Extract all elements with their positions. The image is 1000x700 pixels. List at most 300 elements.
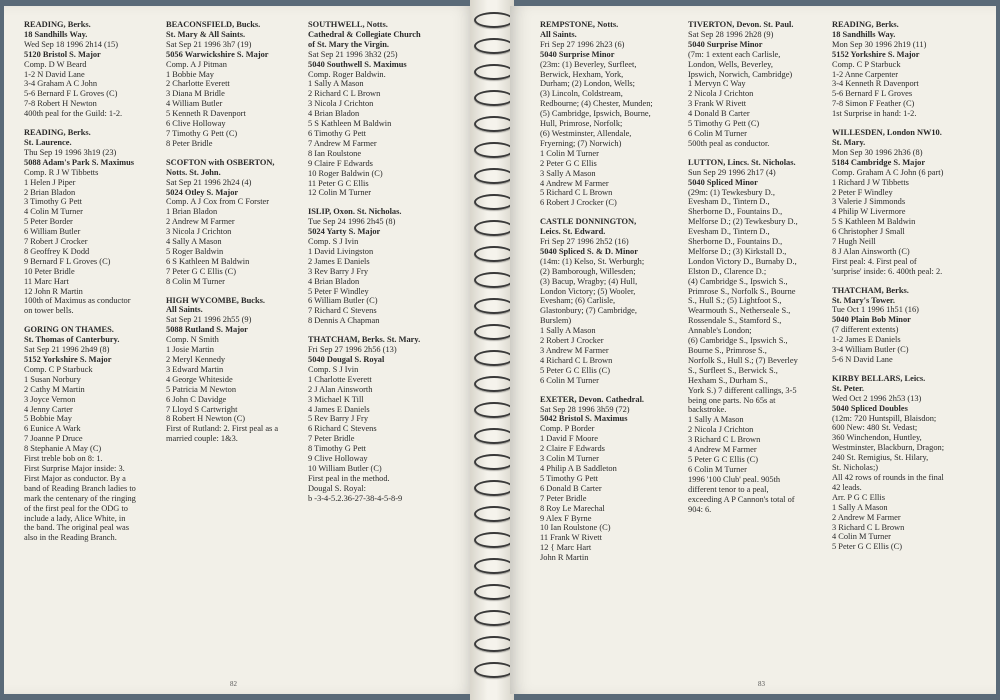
- peal-detail-line: First peal in the method.: [308, 473, 390, 483]
- peal-detail-line: 2 Andrew M Farmer: [832, 512, 901, 522]
- peal-entry: [24, 325, 164, 543]
- peal-detail-line: 5 Peter G C Ellis (C): [540, 365, 611, 375]
- peal-method: 5040 Spliced Minor: [688, 177, 758, 187]
- peal-detail-line: Comp. N Smith: [166, 335, 219, 345]
- peal-detail-line: 1 Mervyn C Way: [688, 79, 746, 89]
- peal-method: 5184 Cambridge S. Major: [832, 157, 926, 167]
- peal-detail-line: All 42 rows of rounds in the final: [832, 472, 944, 482]
- peal-detail-line: St. Nicholas;): [832, 463, 879, 473]
- spiral-ring: [474, 428, 514, 444]
- peal-date: Mon Sep 30 1996 2h36 (8): [832, 147, 923, 157]
- peal-detail-line: Norfolk S., Hull S.; (7) Beverley: [688, 355, 798, 365]
- peal-detail-line: First peal: 4. First peal of: [832, 256, 917, 266]
- peal-method: 5152 Yorkshire S. Major: [24, 355, 112, 364]
- peal-detail-line: (6) Cambridge S., Ipswich S.,: [688, 336, 788, 346]
- peal-detail-line: 10 Ian Roulstone (C): [540, 523, 611, 533]
- peal-entry: [166, 20, 306, 149]
- spiral-ring: [474, 38, 514, 54]
- peal-detail-line: Comp. R J W Tibbetts: [24, 167, 99, 177]
- peal-detail-line: Hexham S., Durham S.,: [688, 375, 768, 385]
- peal-entry: [24, 128, 164, 316]
- peal-detail-line: Comp. C P Starbuck: [24, 364, 93, 374]
- spiral-ring: [474, 324, 514, 340]
- peal-detail-line: 6 Robert J Crocker (C): [540, 198, 617, 208]
- peal-detail-line: the band. The original peal was: [24, 523, 129, 533]
- peal-detail-line: 6 Richard C Stevens: [308, 424, 377, 434]
- peal-detail-line: 2 Nicola J Crichton: [688, 425, 754, 435]
- peal-detail-line: Ipswich, Norwich, Cambridge): [688, 69, 793, 79]
- peal-detail-line: on tower bells.: [24, 306, 74, 316]
- peal-detail-line: Evesham D., Tintern D.,: [688, 227, 770, 237]
- peal-detail-line: 400th peal for the Guild: 1-2.: [24, 109, 123, 119]
- spiral-ring: [474, 636, 514, 652]
- peal-detail-line: 4 Andrew M Farmer: [688, 445, 757, 455]
- peal-location: 18 Sandhills Way.: [24, 29, 88, 39]
- peal-detail-line: 8 Dennis A Chapman: [308, 316, 380, 326]
- peal-date: Thu Sep 19 1996 3h19 (23): [24, 147, 117, 157]
- peal-detail-line: 8 Robert H Newton (C): [166, 414, 246, 424]
- peal-detail-line: 6 Christopher J Small: [832, 227, 905, 237]
- peal-detail-line: 11 Marc Hart: [24, 276, 69, 286]
- peal-detail-line: 6 Clive Holloway: [166, 119, 226, 129]
- spiral-ring: [474, 90, 514, 106]
- peal-detail-line: 1 Sally A Mason: [832, 502, 888, 512]
- peal-detail-line: 10 Roger Baldwin (C): [308, 168, 383, 178]
- spiral-ring: [474, 610, 514, 626]
- peal-location: THATCHAM, Berks.: [832, 285, 909, 295]
- spiral-ring: [474, 298, 514, 314]
- peal-detail-line: Comp. P Border: [540, 424, 595, 434]
- peal-detail-line: married couple: 1&3.: [166, 434, 238, 444]
- peal-detail-line: 2 Brian Bladon: [24, 187, 76, 197]
- peal-location: THATCHAM, Berks. St. Mary.: [308, 335, 421, 345]
- peal-detail-line: (29m: (1) Tewkesbury D.,: [688, 187, 775, 197]
- peal-detail-line: 9 Bernard F L Groves (C): [24, 256, 111, 266]
- peal-detail-line: 6 Colin M Turner: [688, 128, 747, 138]
- peal-detail-line: 6 Timothy G Pett: [308, 128, 366, 138]
- peal-method: 5088 Adam's Park S. Maximus: [24, 157, 135, 167]
- peal-detail-line: 4 Richard C L Brown: [540, 355, 613, 365]
- peal-entry: [540, 395, 680, 563]
- peal-entry: [166, 296, 306, 445]
- peal-detail-line: 4 Brian Bladon: [308, 109, 360, 119]
- peal-detail-line: Westminster, Blackburn, Dragon;: [832, 443, 945, 453]
- peal-date: Sat Sep 21 1996 3h32 (25): [308, 49, 398, 59]
- peal-detail-line: 7-8 Robert H Newton: [24, 99, 97, 109]
- peal-method: 5040 Plain Bob Minor: [832, 315, 911, 325]
- peal-detail-line: 8 Roy Le Marechal: [540, 503, 605, 513]
- peal-detail-line: Melforse D.; (3) Kirkstall D.,: [688, 246, 787, 256]
- peal-detail-line: 5 Peter F Windley: [308, 286, 369, 296]
- peal-detail-line: 8 J Alan Ainsworth (C): [832, 246, 910, 256]
- spiral-ring: [474, 272, 514, 288]
- peal-detail-line: 3 Colin M Turner: [540, 454, 599, 464]
- peal-detail-line: Comp. Roger Baldwin.: [308, 69, 386, 79]
- peal-detail-line: 2 J Alan Ainsworth: [308, 384, 373, 394]
- peal-detail-line: 3 Michael K Till: [308, 394, 364, 404]
- peal-detail-line: 5 S Kathleen M Baldwin: [832, 217, 916, 227]
- peal-entry: [832, 20, 972, 119]
- peal-detail-line: Sherborne D., Fountains D.,: [688, 207, 783, 217]
- peal-detail-line: 3-4 William Butler (C): [832, 345, 909, 355]
- peal-method: 5040 Dougal S. Royal: [308, 355, 385, 364]
- peal-detail-line: 1 David Livingston: [308, 246, 374, 256]
- peal-detail-line: Comp. Graham A C John (6 part): [832, 167, 944, 177]
- peal-detail-line: Rossendale S., Stamford S.,: [688, 316, 782, 326]
- spiral-ring: [474, 246, 514, 262]
- peal-location: READING, Berks.: [24, 128, 91, 138]
- peal-detail-line: 1 Bobbie May: [166, 69, 214, 79]
- right-column-3: [832, 20, 972, 561]
- peal-detail-line: 1 Charlotte Everett: [308, 374, 372, 384]
- right-page-number: 83: [758, 680, 765, 688]
- peal-detail-line: 240 St. Remigius, St. Hilary,: [832, 453, 929, 463]
- peal-detail-line: 42 leads.: [832, 482, 862, 492]
- peal-entry: [308, 20, 448, 198]
- peal-detail-line: 5 Peter Border: [24, 217, 73, 227]
- peal-detail-line: 5 Peter G C Ellis (C): [832, 542, 903, 552]
- peal-detail-line: include a lady, Alice White, in: [24, 513, 126, 523]
- peal-detail-line: 6 John C Davidge: [166, 394, 227, 404]
- peal-location: CASTLE DONNINGTON,: [540, 217, 637, 227]
- peal-location: EXETER, Devon. Cathedral.: [540, 394, 644, 404]
- peal-detail-line: 1 Sally A Mason: [308, 79, 364, 89]
- peal-date: Sat Sep 28 1996 3h59 (72): [540, 404, 630, 414]
- peal-detail-line: 10 Peter Bridle: [24, 266, 75, 276]
- peal-detail-line: First Surprise Major inside: 3.: [24, 463, 125, 473]
- peal-location: All Saints.: [166, 305, 203, 315]
- peal-detail-line: 4 George Whiteside: [166, 374, 233, 384]
- peal-entry: [540, 20, 680, 208]
- peal-detail-line: Primrose S., Norfolk S., Bourne: [688, 286, 796, 296]
- peal-detail-line: b -3-4-5.2.36-27-38-4-5-8-9: [308, 493, 403, 503]
- peal-detail-line: 4 Philip A B Saddleton: [540, 463, 617, 473]
- peal-detail-line: 8 Colin M Turner: [166, 276, 225, 286]
- peal-detail-line: 10 William Butler (C): [308, 463, 382, 473]
- peal-detail-line: S., Hull S.; (5) Lightfoot S.,: [688, 296, 782, 306]
- peal-detail-line: Comp. S J Ivin: [308, 237, 359, 247]
- peal-location: 18 Sandhills Way.: [832, 29, 896, 39]
- left-column-1: [24, 20, 164, 552]
- peal-detail-line: 3 Frank W Rivett: [688, 99, 747, 109]
- peal-detail-line: 1 Colin M Turner: [540, 148, 599, 158]
- peal-detail-line: mark the centenary of the ringing: [24, 493, 136, 503]
- peal-detail-line: 3 Valerie J Simmonds: [832, 197, 906, 207]
- peal-detail-line: Fryerning; (7) Norwich): [540, 138, 622, 148]
- right-column-2: [688, 20, 828, 523]
- peal-detail-line: 8 Ian Roulstone: [308, 148, 362, 158]
- peal-location: All Saints.: [540, 29, 577, 39]
- peal-method: 5056 Warwickshire S. Major: [166, 49, 269, 59]
- peal-location: REMPSTONE, Notts.: [540, 20, 619, 29]
- peal-detail-line: Bourne S., Primrose S.,: [688, 346, 767, 355]
- peal-detail-line: 1 Sally A Mason: [540, 326, 596, 336]
- spiral-ring: [474, 12, 514, 28]
- peal-detail-line: 7 Peter G C Ellis (C): [166, 266, 237, 276]
- peal-detail-line: 5 Timothy G Pett: [540, 473, 598, 483]
- peal-detail-line: 7-8 Simon F Feather (C): [832, 99, 915, 109]
- peal-date: Fri Sep 27 1996 2h56 (13): [308, 345, 397, 355]
- peal-detail-line: (3) Bacup, Wragby; (4) Hull,: [540, 276, 638, 286]
- left-column-2: [166, 20, 306, 453]
- peal-date: Sat Sep 28 1996 2h28 (9): [688, 29, 774, 39]
- peal-detail-line: 2 Cathy M Martin: [24, 384, 85, 394]
- peal-detail-line: Hull, Primrose, Norfolk;: [540, 119, 623, 129]
- peal-detail-line: 6 Colin M Turner: [540, 375, 599, 385]
- peal-detail-line: 3 Edward Martin: [166, 364, 224, 374]
- peal-detail-line: 'surprise' inside: 6. 400th peal: 2.: [832, 266, 943, 276]
- peal-detail-line: 6 Eunice A Wark: [24, 424, 81, 434]
- peal-location: St. Laurence.: [24, 137, 72, 147]
- peal-date: Fri Sep 27 1996 2h52 (16): [540, 237, 629, 247]
- peal-detail-line: 7 Peter Bridle: [308, 434, 355, 444]
- peal-detail-line: Berwick, Hexham, York,: [540, 69, 624, 79]
- spiral-ring: [474, 220, 514, 236]
- peal-detail-line: 12 { Marc Hart: [540, 543, 592, 553]
- spiral-ring: [474, 116, 514, 132]
- peal-detail-line: 9 Alex F Byrne: [540, 513, 592, 523]
- peal-location: Leics. St. Edward.: [540, 227, 606, 237]
- peal-detail-line: John R Martin: [540, 553, 589, 563]
- peal-detail-line: exceeding A P Cannon's total of: [688, 494, 795, 504]
- peal-detail-line: 2 Richard C L Brown: [308, 89, 381, 99]
- spiral-ring: [474, 662, 514, 678]
- peal-detail-line: 1 Brian Bladon: [166, 207, 218, 217]
- peal-detail-line: 4 James E Daniels: [308, 404, 370, 414]
- peal-location: of St. Mary the Virgin.: [308, 39, 389, 49]
- peal-detail-line: 7 Joanne P Druce: [24, 434, 83, 444]
- peal-detail-line: 2 Meryl Kennedy: [166, 355, 226, 364]
- peal-method: 5040 Southwell S. Maximus: [308, 59, 407, 69]
- right-page: [510, 6, 996, 694]
- peal-location: St. Peter.: [832, 383, 865, 393]
- peal-method: 5040 Surprise Minor: [688, 39, 763, 49]
- peal-detail-line: Arr. P G C Ellis: [832, 492, 885, 502]
- peal-method: 5024 Yarty S. Major: [308, 227, 381, 237]
- peal-detail-line: 4 Sally A Mason: [166, 237, 222, 247]
- peal-detail-line: 4 Colin M Turner: [24, 207, 83, 217]
- peal-detail-line: (14m: (1) Kelso, St. Werburgh;: [540, 256, 645, 266]
- peal-detail-line: Glastonbury; (7) Cambridge,: [540, 306, 637, 316]
- peal-detail-line: 2 Andrew M Farmer: [166, 217, 235, 227]
- peal-detail-line: Comp. S J Ivin: [308, 364, 359, 374]
- peal-location: Notts. St. John.: [166, 167, 221, 177]
- spiral-ring: [474, 558, 514, 574]
- peal-detail-line: (4) Cambridge S., Ipswich S.,: [688, 276, 788, 286]
- peal-detail-line: 4 Brian Bladon: [308, 276, 360, 286]
- peal-detail-line: 5 Rev Barry J Fry: [308, 414, 369, 424]
- spiral-ring: [474, 142, 514, 158]
- peal-detail-line: 600 New: 480 St. Vedast;: [832, 423, 918, 433]
- peal-entry: [24, 20, 164, 119]
- peal-detail-line: 7 Andrew M Farmer: [308, 138, 377, 148]
- peal-detail-line: different tenor to a peal,: [688, 484, 769, 494]
- peal-detail-line: 1-2 Anne Carpenter: [832, 69, 899, 79]
- peal-date: Tue Sep 24 1996 2h45 (8): [308, 217, 396, 227]
- peal-method: 5088 Rutland S. Major: [166, 325, 248, 335]
- peal-entry: [308, 335, 448, 503]
- peal-location: St. Mary's Tower.: [832, 295, 895, 305]
- peal-location: SOUTHWELL, Notts.: [308, 20, 388, 29]
- peal-detail-line: First of Rutland: 2. First peal as a: [166, 424, 279, 434]
- peal-detail-line: 12 John R Martin: [24, 286, 83, 296]
- peal-detail-line: 5 Bobbie May: [24, 414, 72, 424]
- peal-detail-line: band of Reading Branch ladies to: [24, 483, 136, 493]
- peal-location: TIVERTON, Devon. St. Paul.: [688, 20, 794, 29]
- peal-detail-line: 4 Jenny Carter: [24, 404, 73, 414]
- peal-detail-line: London Victory; (5) Wooler,: [540, 286, 636, 296]
- peal-detail-line: 3-4 Kenneth R Davenport: [832, 79, 919, 89]
- peal-detail-line: 2 James E Daniels: [308, 256, 370, 266]
- peal-detail-line: 100th of Maximus as conductor: [24, 296, 131, 306]
- spiral-ring: [474, 532, 514, 548]
- peal-detail-line: 1-2 James E Daniels: [832, 335, 901, 345]
- peal-detail-line: 2 Peter G C Ellis: [540, 158, 597, 168]
- peal-detail-line: 2 Nicola J Crichton: [688, 89, 754, 99]
- peal-location: St. Mary.: [832, 137, 866, 147]
- spiral-ring: [474, 584, 514, 600]
- peal-date: Mon Sep 30 1996 2h19 (11): [832, 39, 927, 49]
- peal-detail-line: 4 Donald B Carter: [688, 109, 750, 119]
- peal-method: 5042 Bristol S. Maximus: [540, 414, 628, 424]
- peal-detail-line: 7 Robert J Crocker: [24, 237, 88, 247]
- peal-detail-line: 4 Andrew M Farmer: [540, 178, 609, 188]
- peal-detail-line: 500th peal as conductor.: [688, 138, 770, 148]
- peal-method: 5040 Surprise Minor: [540, 49, 615, 59]
- peal-detail-line: Burslem): [540, 316, 572, 326]
- peal-detail-line: Comp. C P Starbuck: [832, 59, 901, 69]
- peal-detail-line: 6 S Kathleen M Baldwin: [166, 256, 250, 266]
- peal-detail-line: 7 Richard C Stevens: [308, 306, 377, 316]
- peal-detail-line: (2) Bamborough, Willesden;: [540, 266, 636, 276]
- peal-date: Wed Sep 18 1996 2h14 (15): [24, 39, 118, 49]
- peal-method: 5040 Spliced Doubles: [832, 403, 908, 413]
- peal-detail-line: First treble bob on 8: 1.: [24, 454, 103, 464]
- peal-detail-line: (7m: 1 extent each Carlisle,: [688, 49, 781, 59]
- spiral-ring: [474, 376, 514, 392]
- peal-detail-line: Durham; (2) London, Wells;: [540, 79, 636, 89]
- peal-location: WILLESDEN, London NW10.: [832, 128, 942, 138]
- peal-detail-line: 5 Timothy G Pett (C): [688, 119, 760, 129]
- peal-detail-line: Comp. A J Pitman: [166, 59, 227, 69]
- peal-detail-line: 2 Peter F Windley: [832, 187, 893, 197]
- spiral-ring: [474, 168, 514, 184]
- peal-date: Sun Sep 29 1996 2h17 (4): [688, 167, 776, 177]
- peal-date: Wed Oct 2 1996 2h53 (13): [832, 393, 922, 403]
- peal-detail-line: 4 Colin M Turner: [832, 532, 891, 542]
- peal-detail-line: 3 Nicola J Crichton: [308, 99, 374, 109]
- peal-method: 5120 Bristol S. Major: [24, 49, 101, 59]
- peal-detail-line: York S.) 7 different callings, 3-5: [688, 385, 797, 395]
- peal-detail-line: Melforse D.; (2) Tewkesbury D.,: [688, 217, 798, 227]
- peal-detail-line: (3) Lincoln, Coldstream,: [540, 89, 623, 99]
- peal-detail-line: 3 Joyce Vernon: [24, 394, 76, 404]
- spiral-ring: [474, 454, 514, 470]
- peal-detail-line: 6 William Butler: [24, 227, 81, 237]
- peal-detail-line: 5 Roger Baldwin: [166, 246, 224, 256]
- peal-detail-line: S., Surfleet S., Berwick S.,: [688, 365, 778, 375]
- peal-location: KIRBY BELLARS, Leics.: [832, 373, 926, 383]
- spiral-ring: [474, 402, 514, 418]
- peal-detail-line: 3 Rev Barry J Fry: [308, 266, 369, 276]
- peal-detail-line: being one parts. No 65s at: [688, 395, 776, 405]
- peal-date: Sat Sep 21 1996 2h24 (4): [166, 177, 252, 187]
- peal-detail-line: 1 Sally A Mason: [688, 415, 744, 425]
- peal-detail-line: 5 Patricia M Newton: [166, 384, 237, 394]
- peal-detail-line: (12m: 720 Huntspill, Blaisdon;: [832, 413, 937, 423]
- peal-date: Tue Oct 1 1996 1h51 (16): [832, 305, 919, 315]
- right-column-1: [540, 20, 680, 572]
- peal-entry: [832, 128, 972, 277]
- peal-detail-line: (23m: (1) Beverley, Surfleet,: [540, 59, 637, 69]
- peal-location: READING, Berks.: [832, 20, 899, 29]
- peal-detail-line: 9 Clive Holloway: [308, 454, 368, 464]
- peal-detail-line: 1 Susan Norbury: [24, 374, 81, 384]
- peal-detail-line: First Major as conductor. By a: [24, 473, 126, 483]
- peal-detail-line: Redbourne; (4) Chester, Munden;: [540, 99, 653, 109]
- peal-detail-line: 6 Colin M Turner: [688, 464, 747, 474]
- peal-detail-line: 7 Peter Bridle: [540, 493, 587, 503]
- peal-detail-line: (7 different extents): [832, 325, 899, 335]
- left-page-number: 82: [230, 680, 237, 688]
- peal-detail-line: 3 Sally A Mason: [540, 168, 596, 178]
- peal-detail-line: Dougal S. Royal:: [308, 483, 366, 493]
- peal-location: BEACONSFIELD, Bucks.: [166, 20, 261, 29]
- peal-detail-line: 1996 '100 Club' peal. 905th: [688, 474, 781, 484]
- peal-detail-line: 3 Timothy G Pett: [24, 197, 82, 207]
- peal-detail-line: (5) Cambridge, Ipswich, Bourne,: [540, 109, 651, 119]
- peal-detail-line: 11 Peter G C Ellis: [308, 178, 369, 188]
- peal-location: SCOFTON with OSBERTON,: [166, 157, 275, 167]
- peal-detail-line: 9 Claire F Edwards: [308, 158, 373, 168]
- peal-detail-line: 3-4 Graham A C John: [24, 79, 98, 89]
- peal-detail-line: 7 Timothy G Pett (C): [166, 128, 238, 138]
- peal-location: LUTTON, Lincs. St. Nicholas.: [688, 157, 796, 167]
- peal-detail-line: London, Wells, Beverley,: [688, 59, 773, 69]
- peal-entry: [308, 207, 448, 326]
- peal-detail-line: also in the Reading Branch.: [24, 533, 117, 543]
- peal-detail-line: 3 Diana M Bridle: [166, 89, 225, 99]
- peal-detail-line: 1st Surprise in hand: 1-2.: [832, 109, 917, 119]
- peal-detail-line: 5-6 N David Lane: [832, 355, 893, 364]
- peal-detail-line: 5-6 Bernard F L Groves (C): [24, 89, 118, 99]
- peal-entry: [688, 158, 828, 515]
- peal-detail-line: 4 Philip W Livermore: [832, 207, 906, 217]
- left-column-3: [308, 20, 448, 513]
- peal-entry: [540, 217, 680, 385]
- peal-detail-line: 5 Kenneth R Davenport: [166, 109, 246, 119]
- peal-detail-line: 8 Stephanie A May (C): [24, 444, 102, 454]
- peal-location: GORING ON THAMES.: [24, 325, 114, 335]
- peal-entry: [166, 158, 306, 287]
- peal-entry: [688, 20, 828, 149]
- peal-detail-line: 8 Geoffrey K Dodd: [24, 246, 90, 256]
- peal-detail-line: 904: 6.: [688, 504, 712, 514]
- peal-location: ISLIP, Oxon. St. Nicholas.: [308, 207, 402, 217]
- peal-location: St. Mary & All Saints.: [166, 29, 246, 39]
- peal-detail-line: Wearmouth S., Netherseale S.,: [688, 306, 791, 316]
- peal-detail-line: 360 Winchendon, Huntley,: [832, 433, 922, 443]
- peal-detail-line: 3 Richard C L Brown: [688, 435, 761, 445]
- peal-method: 5152 Yorkshire S. Major: [832, 49, 920, 59]
- peal-location: HIGH WYCOMBE, Bucks.: [166, 295, 265, 305]
- peal-detail-line: 11 Frank W Rivett: [540, 533, 602, 543]
- peal-detail-line: 1 Josie Martin: [166, 345, 214, 355]
- peal-method: 5024 Otley S. Major: [166, 187, 239, 197]
- peal-detail-line: 2 Charlotte Everett: [166, 79, 230, 89]
- peal-entry: [832, 374, 972, 552]
- peal-detail-line: London Victory D., Burnaby D.,: [688, 256, 797, 266]
